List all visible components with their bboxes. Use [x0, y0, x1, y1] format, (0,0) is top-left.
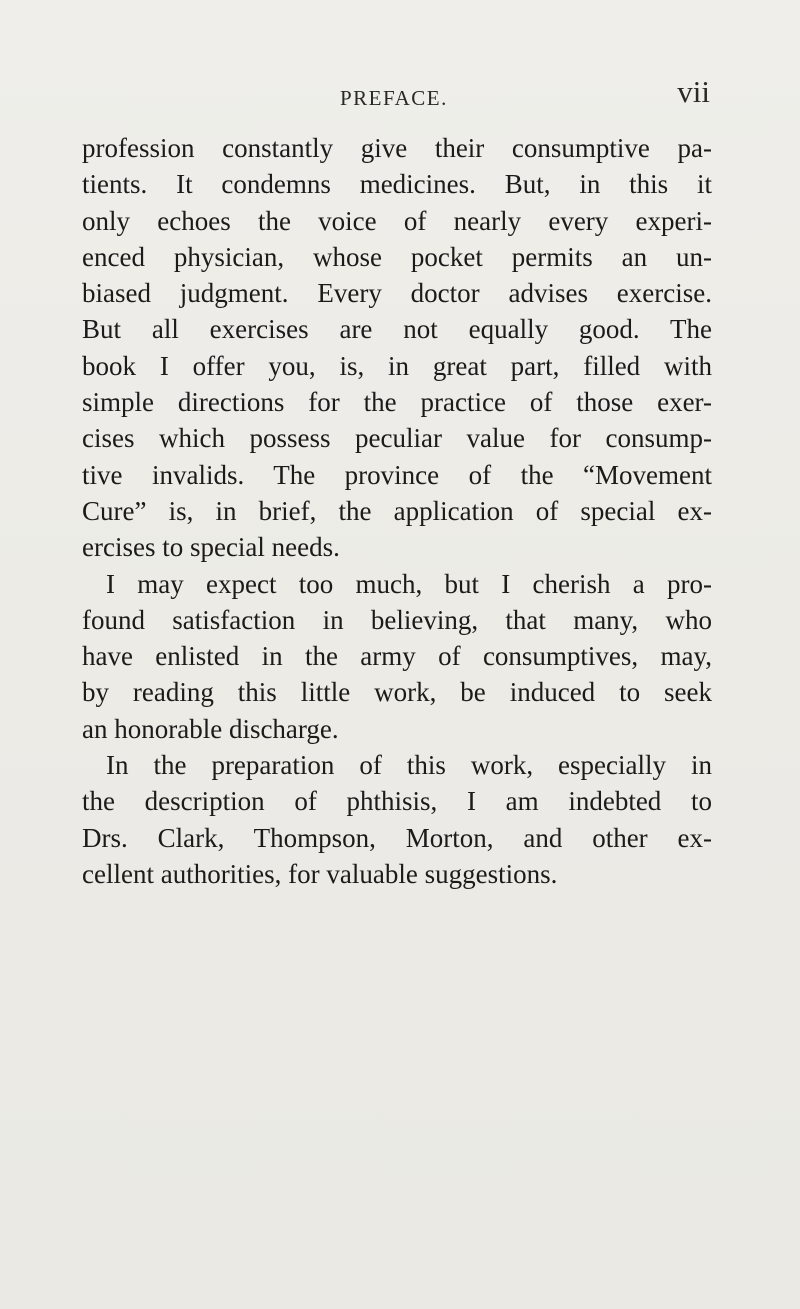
text-line: profession constantly give their consumptive pa- — [82, 133, 712, 163]
text-line: by reading this little work, be induced to seek — [82, 677, 712, 708]
text-line: Cure” is, in brief, the application of special ex- — [82, 495, 712, 526]
text-line: I may expect too much, but I cherish a pro- — [106, 568, 712, 599]
text-line: book I offer you, is, in great part, filled with — [82, 350, 712, 381]
text-line: ercises to special needs. — [82, 532, 340, 563]
text-line: have enlisted in the army of consumptives, may, — [82, 641, 712, 672]
text-line: tive invalids. The province of the “Movement — [82, 459, 712, 490]
text-line: But all exercises are not equally good. The — [82, 314, 712, 345]
preface-text — [82, 130, 712, 892]
text-line: an honorable discharge. — [82, 713, 339, 744]
text-line: Drs. Clark, Thompson, Morton, and other ex- — [82, 822, 712, 853]
text-line: enced physician, whose pocket permits an un- — [82, 241, 712, 272]
text-line: cises which possess peculiar value for consump- — [82, 423, 712, 454]
text-line: tients. It condemns medicines. But, in this it — [82, 169, 712, 200]
text-line: biased judgment. Every doctor advises exercise. — [82, 278, 712, 309]
text-line: only echoes the voice of nearly every experi- — [82, 205, 712, 236]
page-number: vii — [677, 74, 710, 109]
text-line: the description of phthisis, I am indebted to — [82, 786, 712, 817]
text-line: In the preparation of this work, especially in — [106, 750, 712, 781]
text-line: cellent authorities, for valuable suggestions. — [82, 858, 558, 889]
running-head — [82, 74, 710, 114]
text-line: simple directions for the practice of those exer- — [82, 387, 712, 418]
text-line: found satisfaction in believing, that many, who — [82, 604, 712, 635]
running-title: PREFACE. — [340, 86, 448, 110]
